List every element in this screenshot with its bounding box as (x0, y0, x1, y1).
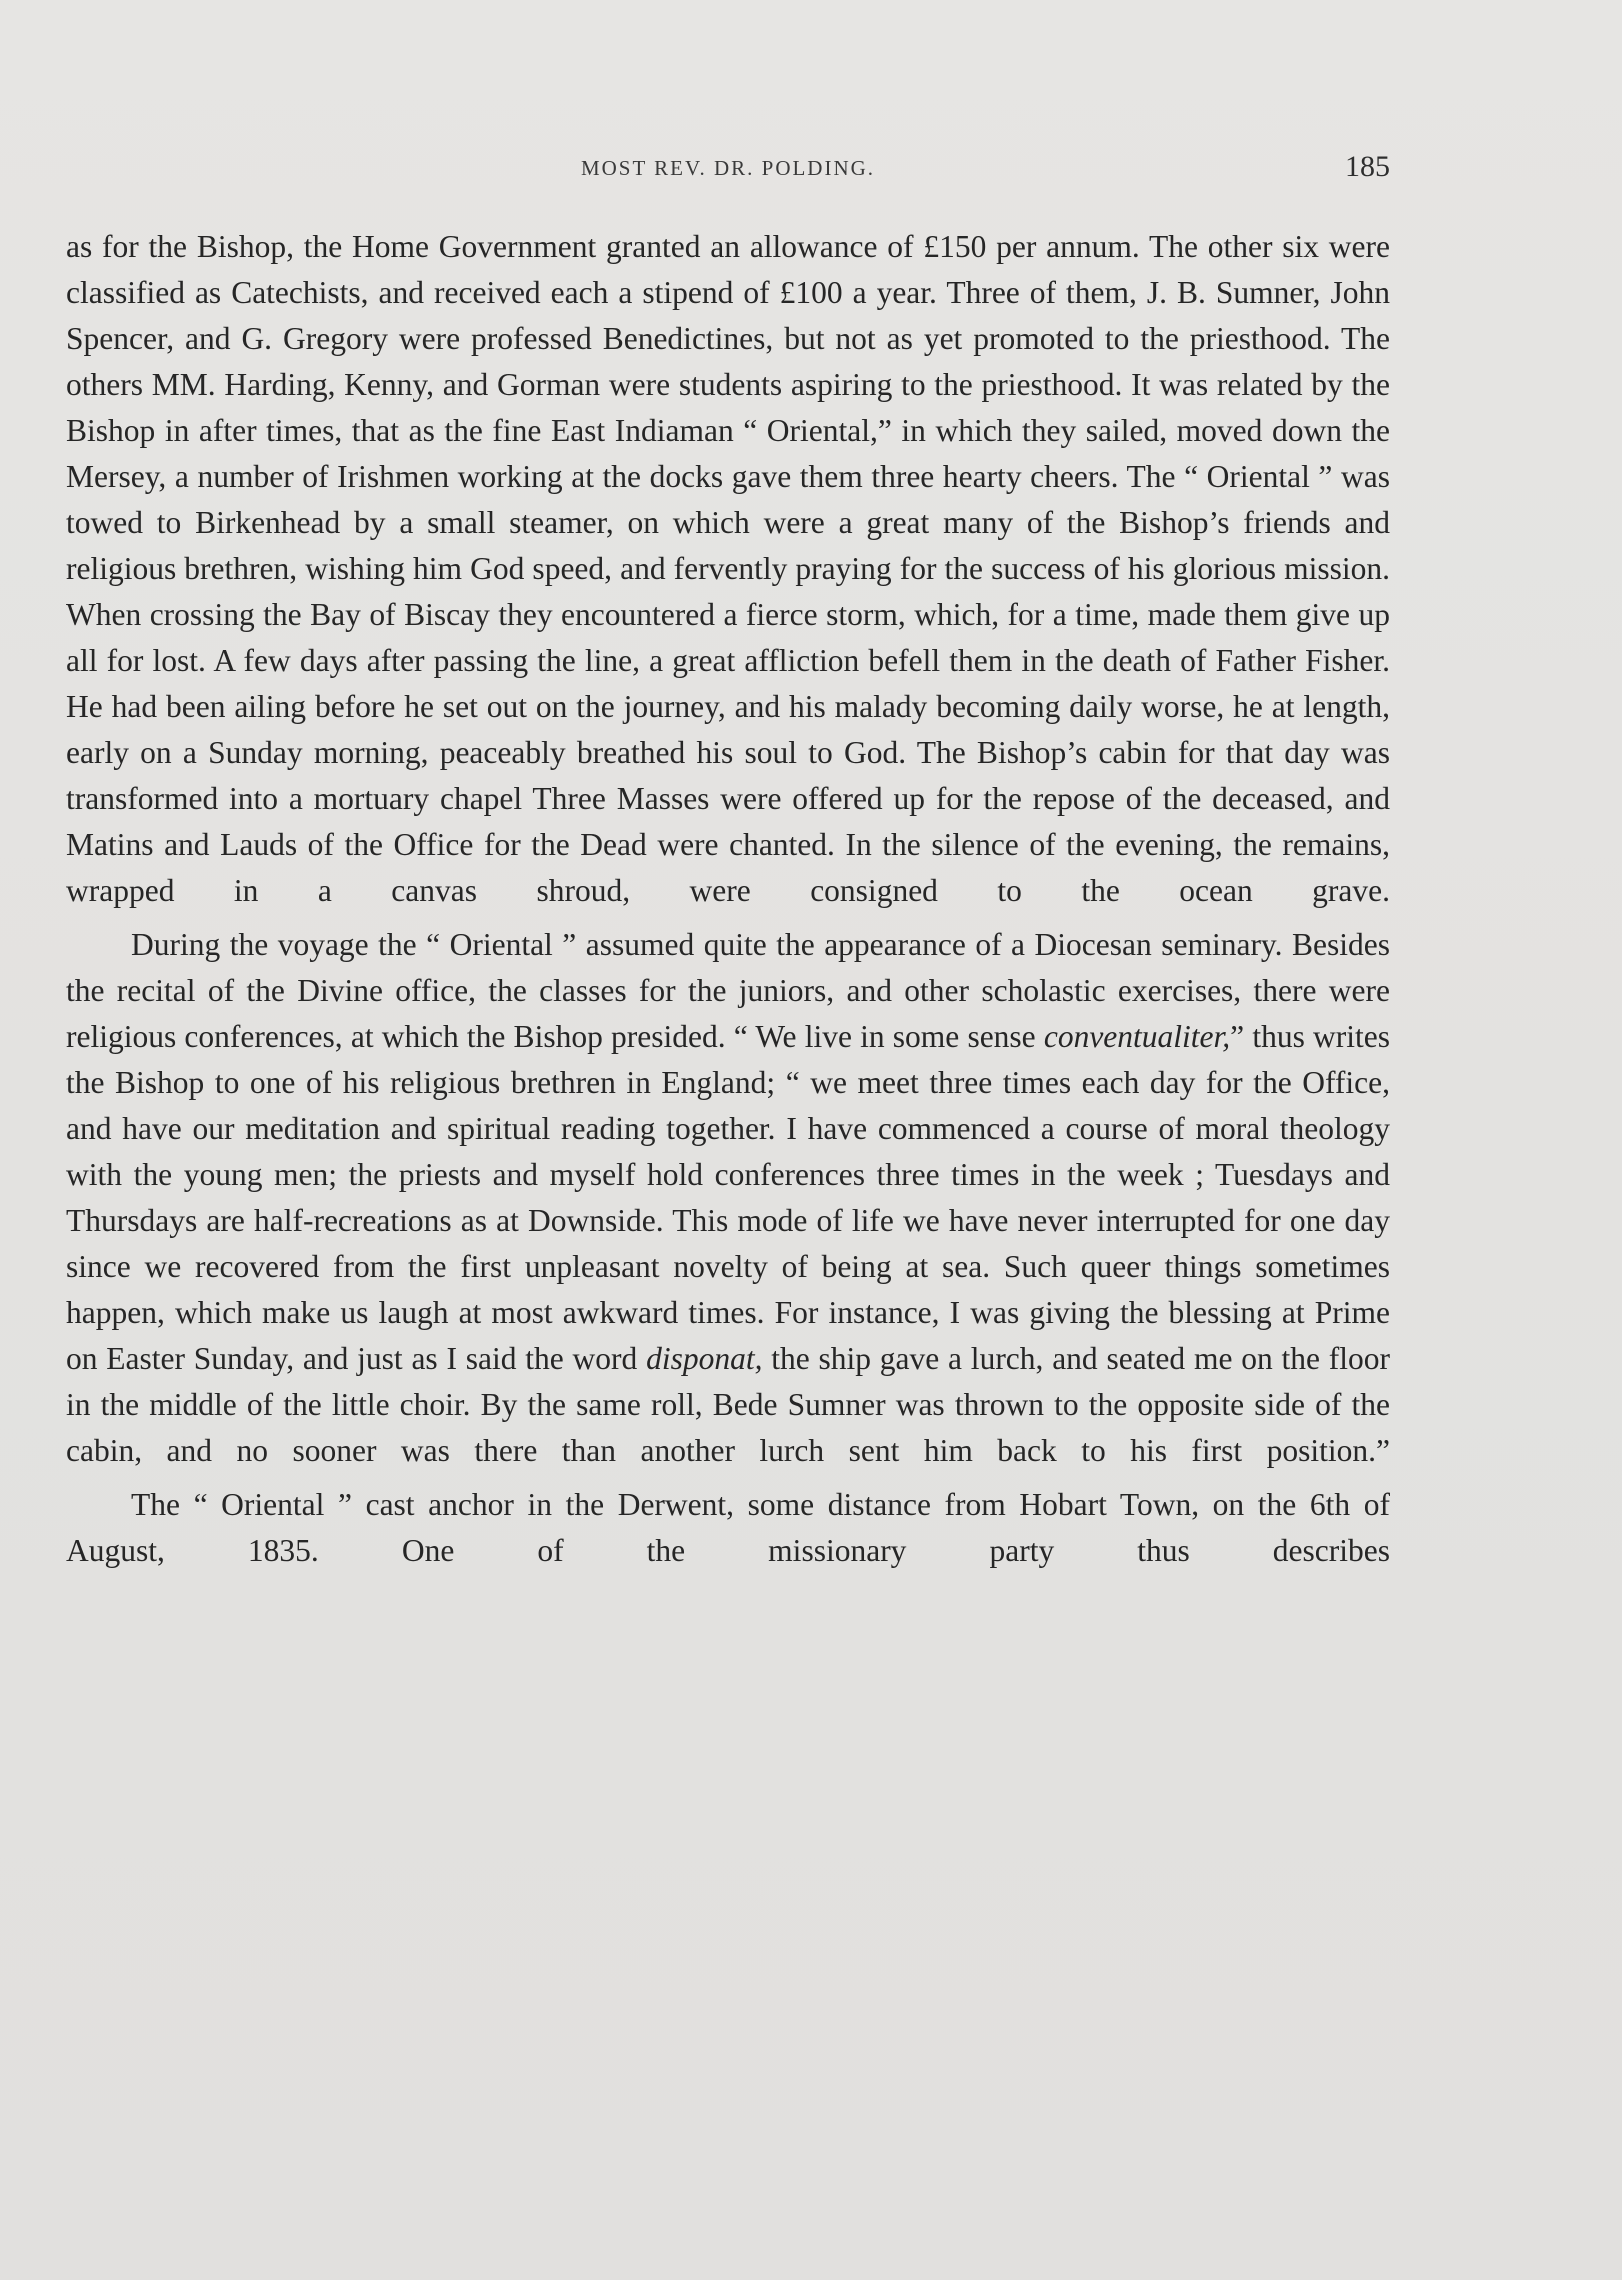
running-head (66, 150, 1390, 190)
paragraph-arrival-hobart (66, 1482, 1390, 1574)
italic-latin-term: conventualiter, (1043, 1019, 1231, 1054)
paragraph-text: the ship gave a lurch, and seated me on the floor in the middle of the little choir. By the same roll, Bede Sumner was thrown to the opposite side of the cabin, and no sooner was there than another lurch sent him back to his first position.” (66, 1341, 1390, 1468)
paragraph-text: ” thus writes the Bishop to one of his religious brethren in England; “ we meet three times each day for the Office, and have our meditation and spiritual reading together. I have commenced a course of moral theology with the young men; the priests and myself hold conferences three times in the week ; Tuesdays and Thursdays are half-recreations as at Downside. This mode of life we have never interrupted for one day since we recovered from the first unpleasant novelty of being at sea. Such queer things sometimes happen, which make us laugh at most awkward times. For instance, I was giving the blessing at Prime on Easter Sunday, and just as I said the word (66, 1019, 1390, 1376)
body-text (66, 224, 1390, 1574)
italic-latin-term: disponat, (646, 1341, 763, 1376)
paragraph-text: The “ Oriental ” cast anchor in the Derwent, some distance from Hobart Town, on the 6th of August, 1835. One of the missionary party thus describes (66, 1487, 1390, 1568)
paragraph-funeral-at-sea (66, 224, 1390, 914)
page-number: 185 (1345, 150, 1390, 183)
paragraph-text: as for the Bishop, the Home Government granted an allowance of £150 per annum. The other six were classified as Catechists, and received each a stipend of £100 a year. Three of them, J. B. Sumner, John Spencer, and G. Gregory were professed Benedictines, but not as yet promoted to the priesthood. The others MM. Harding, Kenny, and Gorman were students aspiring to the priesthood. It was related by the Bishop in after times, that as the fine East Indiaman “ Oriental,” in which they sailed, moved down the Mersey, a number of Irishmen working at the docks gave them three hearty cheers. The “ Oriental ” was towed to Birkenhead by a small steamer, on which were a great many of the Bishop’s friends and religious brethren, wishing him God speed, and fervently praying for the success of his glorious mission. When crossing the Bay of Biscay they encountered a fierce storm, which, for a time, made them give up all for lost. A few days after passing the line, a great affliction befell them in the death of Father Fisher. He had been ailing before he set out on the journey, and his malady becoming daily worse, he at length, early on a Sunday morning, peaceably breathed his soul to God. The Bishop’s cabin for that day was transformed into a mortuary chapel Three Masses were offered up for the repose of the deceased, and Matins and Lauds of the Office for the Dead were chanted. In the silence of the evening, the remains, wrapped in a canvas shroud, were consigned to the ocean grave. (66, 229, 1390, 908)
paragraph-text: During the voyage the “ Oriental ” assumed quite the appearance of a Diocesan seminary. Besides the recital of the Divine office, the classes for the juniors, and other scholastic exercises, there were religious conferences, at which the Bishop presided. “ We live in some sense (66, 927, 1390, 1054)
paragraph-voyage-seminary (66, 922, 1390, 1474)
running-title: MOST REV. DR. POLDING. (580, 156, 876, 180)
